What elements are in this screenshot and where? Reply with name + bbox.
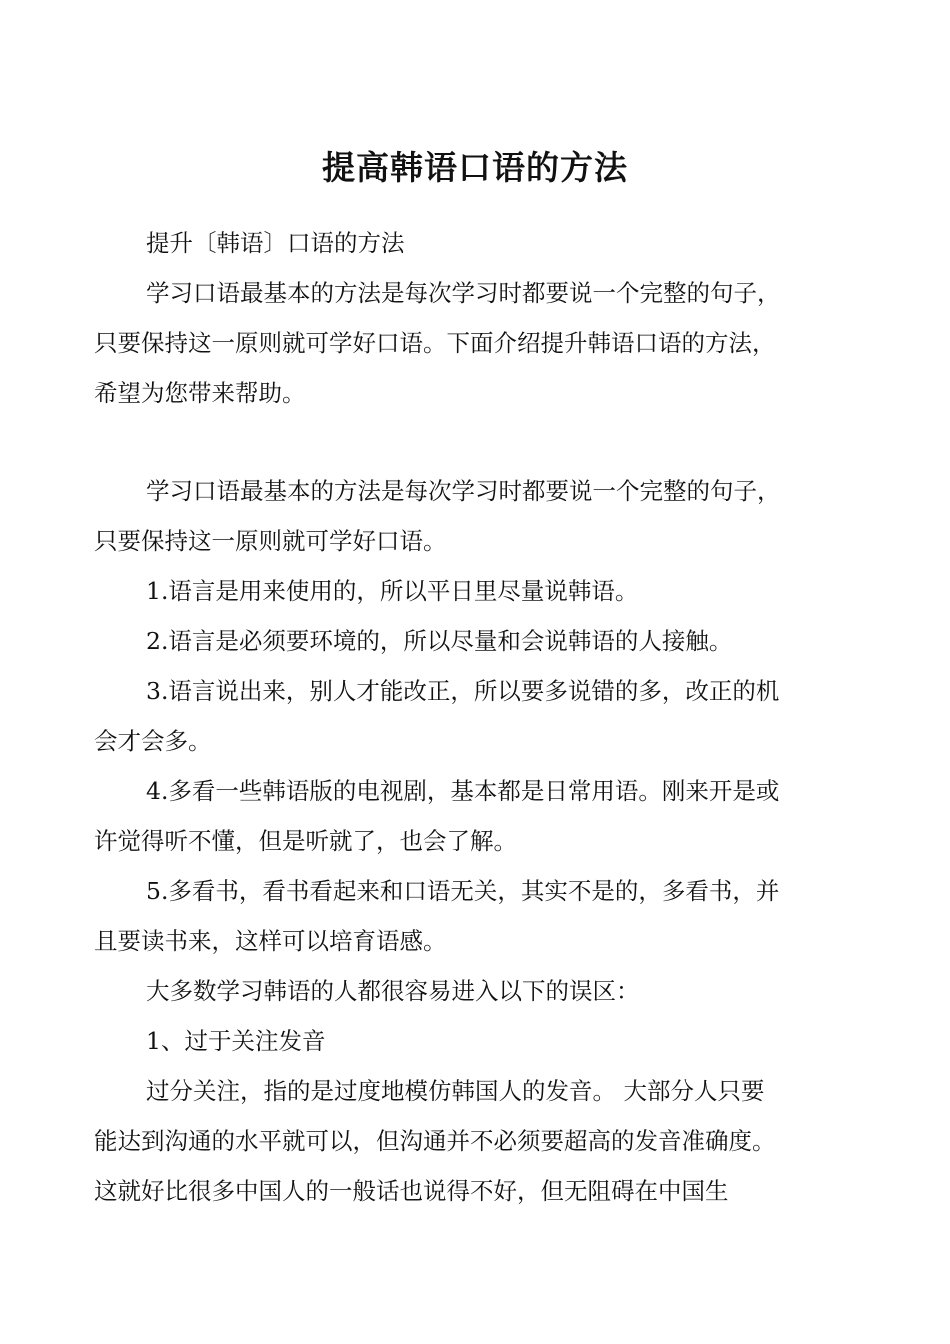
text-line: 学习口语最基本的方法是每次学习时都要说一个完整的句子，	[146, 279, 781, 307]
text-line: 这就好比很多中国人的一般话也说得不好，但无阻碍在中国生	[94, 1177, 729, 1205]
text-line: 1、过于关注发音	[146, 1027, 326, 1055]
text-line: 能达到沟通的水平就可以，但沟通并不必须要超高的发音准确度。	[94, 1127, 776, 1155]
text-line: 过分关注，指的是过度地模仿韩国人的发音。 大部分人只要	[146, 1077, 765, 1105]
text-line: 5.多看书，看书看起来和口语无关，其实不是的，多看书，并	[146, 877, 780, 905]
paragraph-intro	[94, 268, 840, 418]
text-line: 许觉得听不懂，但是听就了，也会了解。	[94, 827, 517, 855]
list-item-4	[94, 766, 840, 866]
page-title: 提高韩语口语的方法	[322, 148, 628, 187]
section-heading-pronunciation	[120, 1016, 840, 1066]
list-item-5	[94, 866, 840, 966]
text-line: 大多数学习韩语的人都很容易进入以下的误区：	[146, 977, 640, 1005]
paragraph-principle	[94, 466, 840, 566]
text-line: 2.语言是必须要环境的，所以尽量和会说韩语的人接触。	[146, 627, 733, 655]
list-item-3	[94, 666, 840, 766]
text-line: 会才会多。	[94, 727, 212, 755]
paragraph-subtitle	[120, 218, 840, 268]
text-line: 学习口语最基本的方法是每次学习时都要说一个完整的句子，	[146, 477, 781, 505]
paragraph-misconceptions	[120, 966, 840, 1016]
text-line: 提升〔韩语〕口语的方法	[146, 229, 405, 257]
text-line: 且要读书来，这样可以培育语感。	[94, 927, 447, 955]
text-line: 3.语言说出来，别人才能改正，所以要多说错的多，改正的机	[146, 677, 780, 705]
paragraph-pronunciation	[94, 1066, 840, 1216]
text-line: 希望为您带来帮助。	[94, 379, 306, 407]
text-line: 只要保持这一原则就可学好口语。下面介绍提升韩语口语的方法，	[94, 329, 776, 357]
text-line: 1.语言是用来使用的，所以平日里尽量说韩语。	[146, 577, 639, 605]
list-item-1	[120, 566, 840, 616]
text-line: 4.多看一些韩语版的电视剧，基本都是日常用语。刚来开是或	[146, 777, 780, 805]
paragraph-gap	[120, 418, 840, 466]
text-line: 只要保持这一原则就可学好口语。	[94, 527, 447, 555]
list-item-2	[120, 616, 840, 666]
document-body	[94, 218, 840, 1216]
